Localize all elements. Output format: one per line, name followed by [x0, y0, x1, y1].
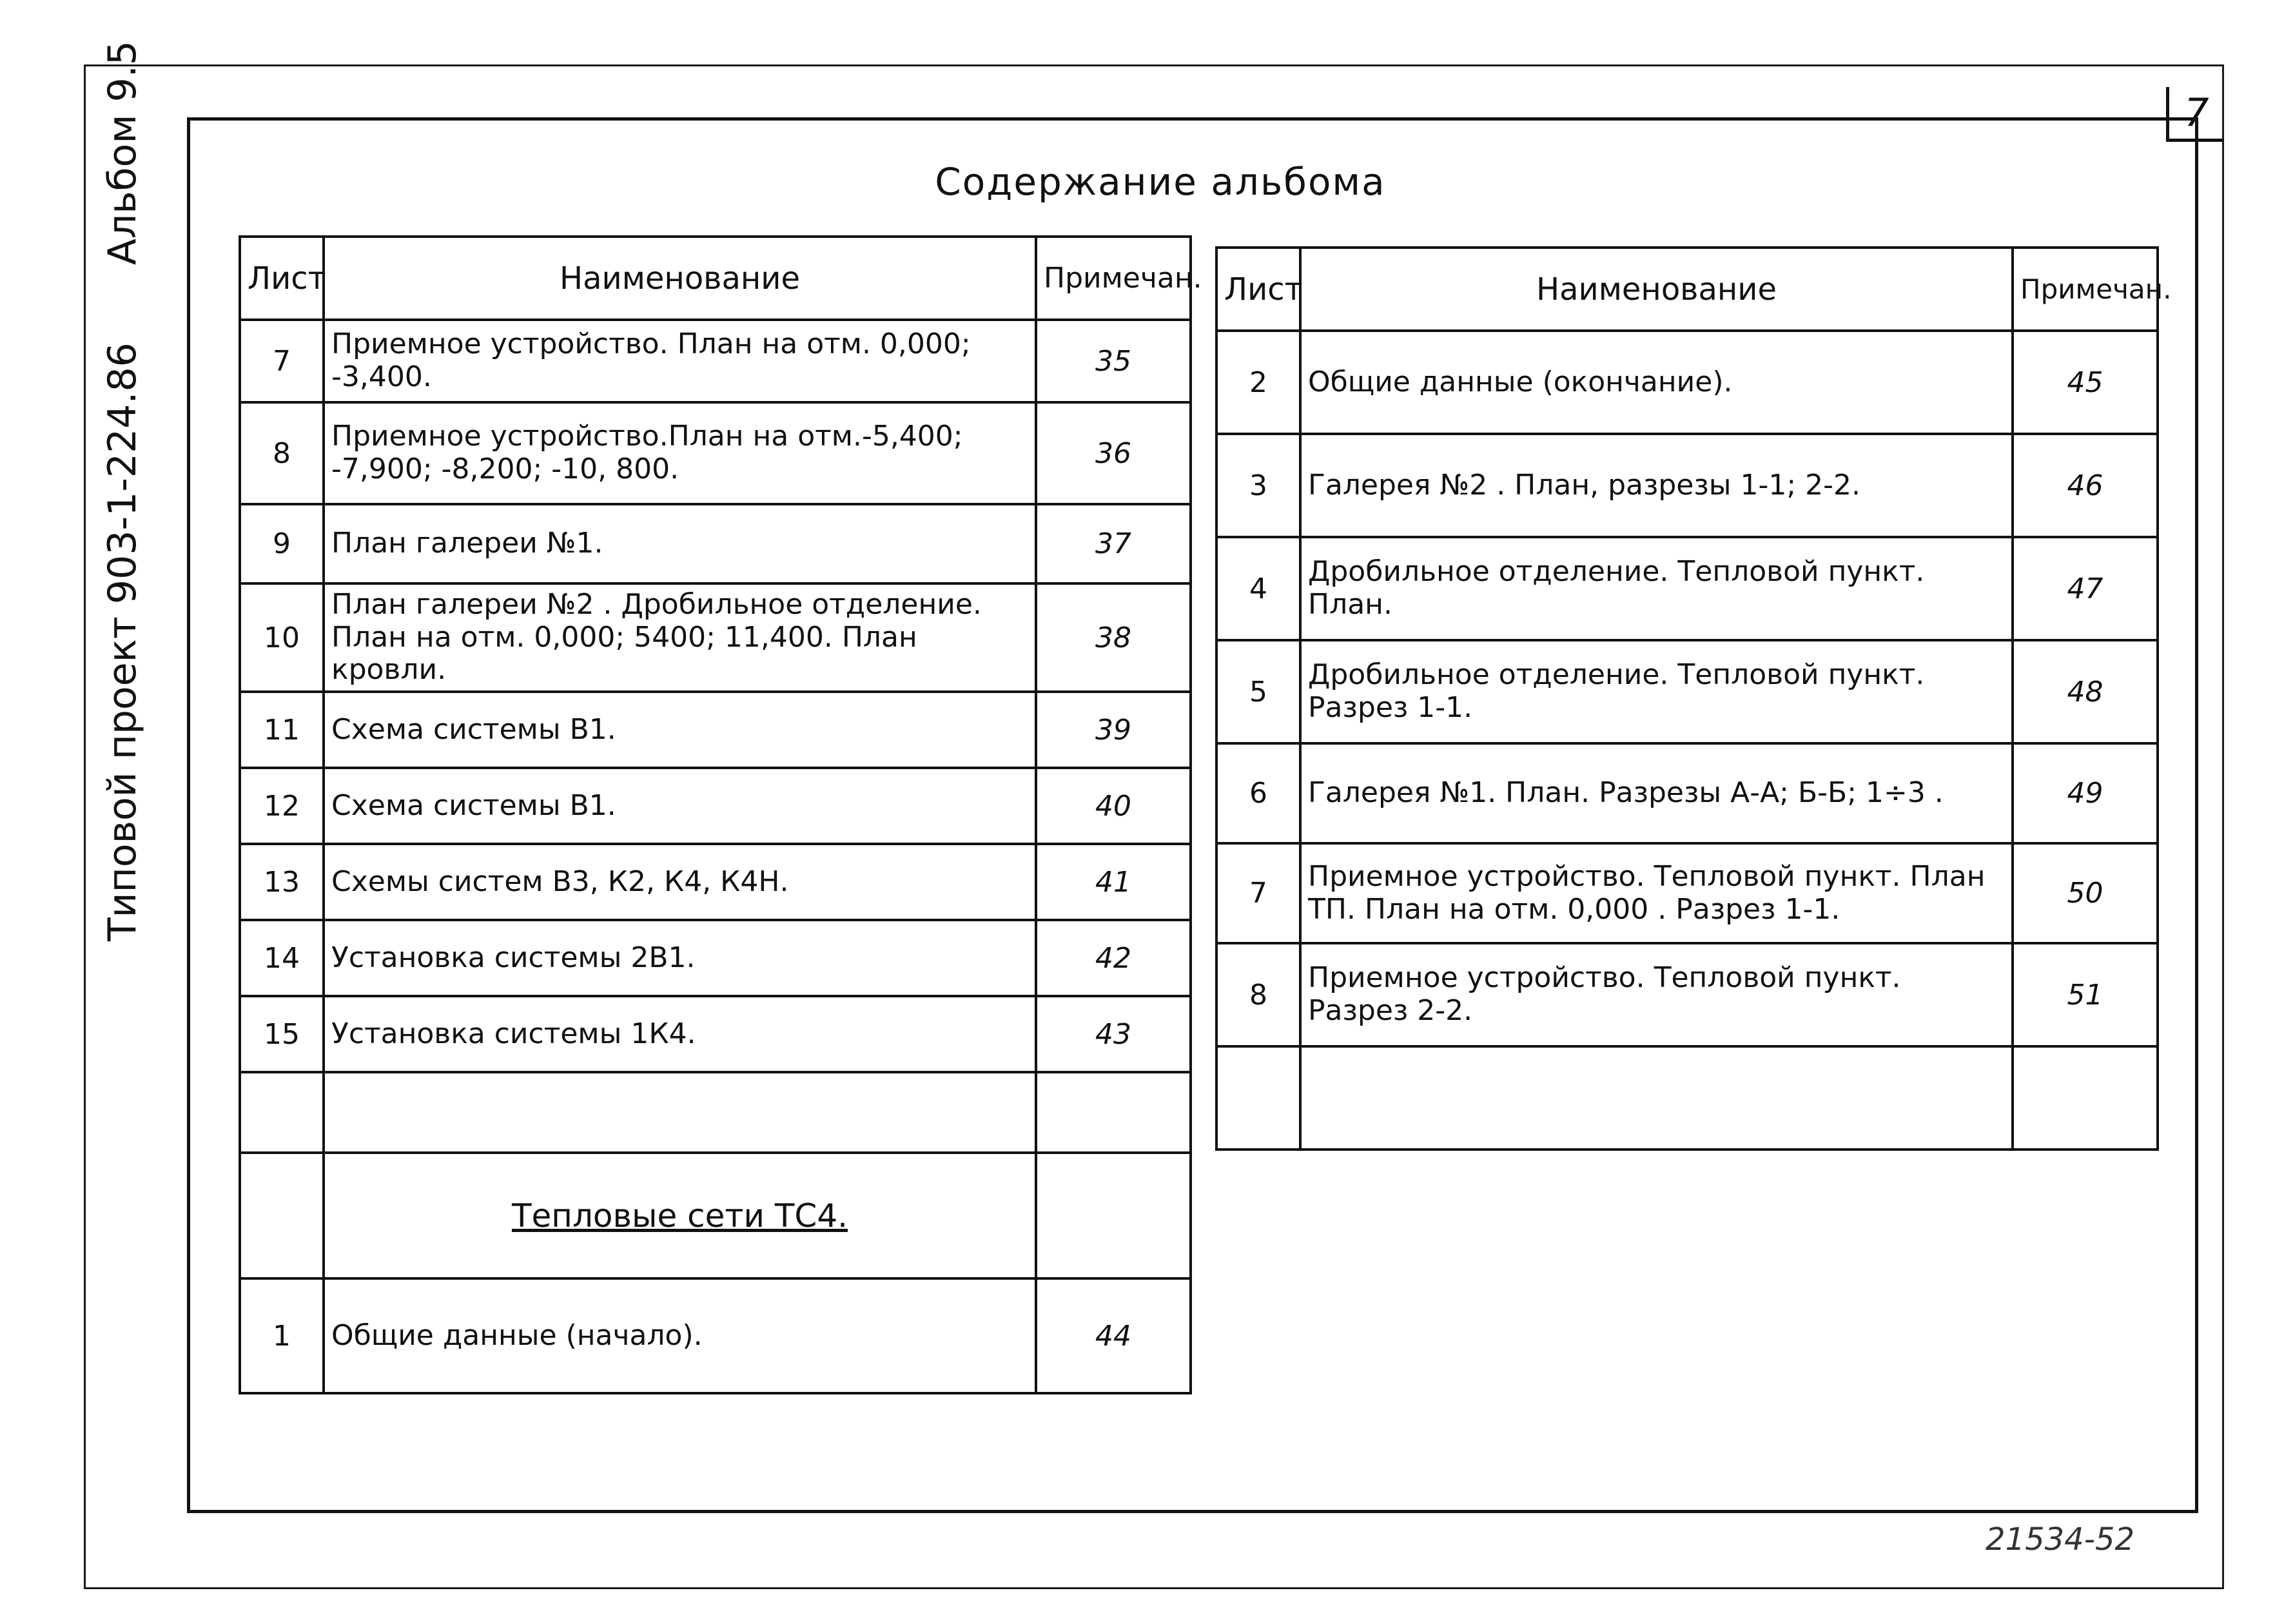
row-name: Общие данные (начало). [324, 1278, 1036, 1393]
project-label: Типовой проект 903-1-224.86 [100, 342, 145, 941]
row-note: 42 [1036, 920, 1191, 996]
row-name: План галереи №1. [324, 504, 1036, 583]
row-sheet: 6 [1216, 743, 1300, 843]
row-name: Приемное устройство.План на отм.-5,400; -7,900; -8,200; -10, 800. [324, 402, 1036, 504]
row-name: Приемное устройство. План на отм. 0,000; -3,400. [324, 320, 1036, 402]
row-sheet: 7 [240, 320, 324, 402]
row-note: 51 [2013, 943, 2158, 1046]
row-name: Установка системы 2В1. [324, 920, 1036, 996]
document-code: 21534-52 [1986, 1521, 2135, 1558]
row-note: 40 [1036, 768, 1191, 844]
section-title: Тепловые сети ТС4. [511, 1197, 848, 1235]
table-row [240, 692, 1191, 768]
row-note: 44 [1036, 1278, 1191, 1393]
row-name: Схемы систем В3, К2, К4, К4Н. [324, 844, 1036, 920]
sheet-number: 7 [2166, 87, 2224, 142]
section-row [240, 1153, 1191, 1278]
row-name: Приемное устройство. Тепловой пункт. Разрез 2-2. [1300, 943, 2013, 1046]
row-note: 47 [2013, 537, 2158, 640]
row-sheet: 8 [1216, 943, 1300, 1046]
col-note-header: Примечан. [2013, 248, 2158, 331]
album-label: Альбом 9.5 [100, 40, 145, 266]
col-name-header: Наименование [1300, 248, 2013, 331]
empty-row [1216, 1046, 2158, 1150]
row-note: 46 [2013, 434, 2158, 537]
row-note: 50 [2013, 843, 2158, 943]
row-note: 49 [2013, 743, 2158, 843]
table-row [1216, 843, 2158, 943]
row-sheet: 9 [240, 504, 324, 583]
row-name: Установка системы 1К4. [324, 996, 1036, 1072]
table-row [240, 996, 1191, 1072]
table-row [1216, 331, 2158, 434]
row-sheet: 2 [1216, 331, 1300, 434]
row-sheet: 1 [240, 1278, 324, 1393]
row-name: Галерея №1. План. Разрезы А-А; Б-Б; 1÷3 . [1300, 743, 2013, 843]
table-row [1216, 537, 2158, 640]
row-sheet: 4 [1216, 537, 1300, 640]
row-note: 45 [2013, 331, 2158, 434]
row-note: 39 [1036, 692, 1191, 768]
row-name: Приемное устройство. Тепловой пункт. План ТП. План на отм. 0,000 . Разрез 1-1. [1300, 843, 2013, 943]
row-name: Дробильное отделение. Тепловой пункт. План. [1300, 537, 2013, 640]
toc-table-left [239, 235, 1202, 1394]
table-row [1216, 434, 2158, 537]
row-sheet: 8 [240, 402, 324, 504]
row-sheet: 15 [240, 996, 324, 1072]
table-row [240, 402, 1191, 504]
col-name-header: Наименование [324, 237, 1036, 320]
row-note: 37 [1036, 504, 1191, 583]
row-sheet: 11 [240, 692, 324, 768]
row-sheet: 10 [240, 583, 324, 692]
row-sheet: 7 [1216, 843, 1300, 943]
table-row [240, 320, 1191, 402]
row-note: 38 [1036, 583, 1191, 692]
table-row [1216, 943, 2158, 1046]
row-name: План галереи №2 . Дробильное отделение. План на отм. 0,000; 5400; 11,400. План кровли. [324, 583, 1036, 692]
row-sheet: 13 [240, 844, 324, 920]
row-name: Схема системы В1. [324, 768, 1036, 844]
toc-table-right [1215, 246, 2172, 1151]
page-title: Содержание альбома [935, 160, 1386, 204]
table-header [1216, 248, 2158, 331]
side-label [87, 40, 158, 954]
row-note: 43 [1036, 996, 1191, 1072]
table-row [1216, 743, 2158, 843]
row-sheet: 5 [1216, 640, 1300, 743]
col-note-header: Примечан. [1036, 237, 1191, 320]
table-row [240, 844, 1191, 920]
row-note: 35 [1036, 320, 1191, 402]
table-header [240, 237, 1191, 320]
table-row [240, 1278, 1191, 1393]
row-sheet: 3 [1216, 434, 1300, 537]
table-row [240, 768, 1191, 844]
empty-row [240, 1072, 1191, 1153]
row-note: 48 [2013, 640, 2158, 743]
col-sheet-header: Лист [240, 237, 324, 320]
col-sheet-header: Лист [1216, 248, 1300, 331]
row-name: Общие данные (окончание). [1300, 331, 2013, 434]
table-row [240, 504, 1191, 583]
row-name: Дробильное отделение. Тепловой пункт. Разрез 1-1. [1300, 640, 2013, 743]
row-name: Галерея №2 . План, разрезы 1-1; 2-2. [1300, 434, 2013, 537]
row-sheet: 12 [240, 768, 324, 844]
row-sheet: 14 [240, 920, 324, 996]
row-name: Схема системы В1. [324, 692, 1036, 768]
row-note: 36 [1036, 402, 1191, 504]
table-row [240, 920, 1191, 996]
table-row [1216, 640, 2158, 743]
table-row [240, 583, 1191, 692]
row-note: 41 [1036, 844, 1191, 920]
